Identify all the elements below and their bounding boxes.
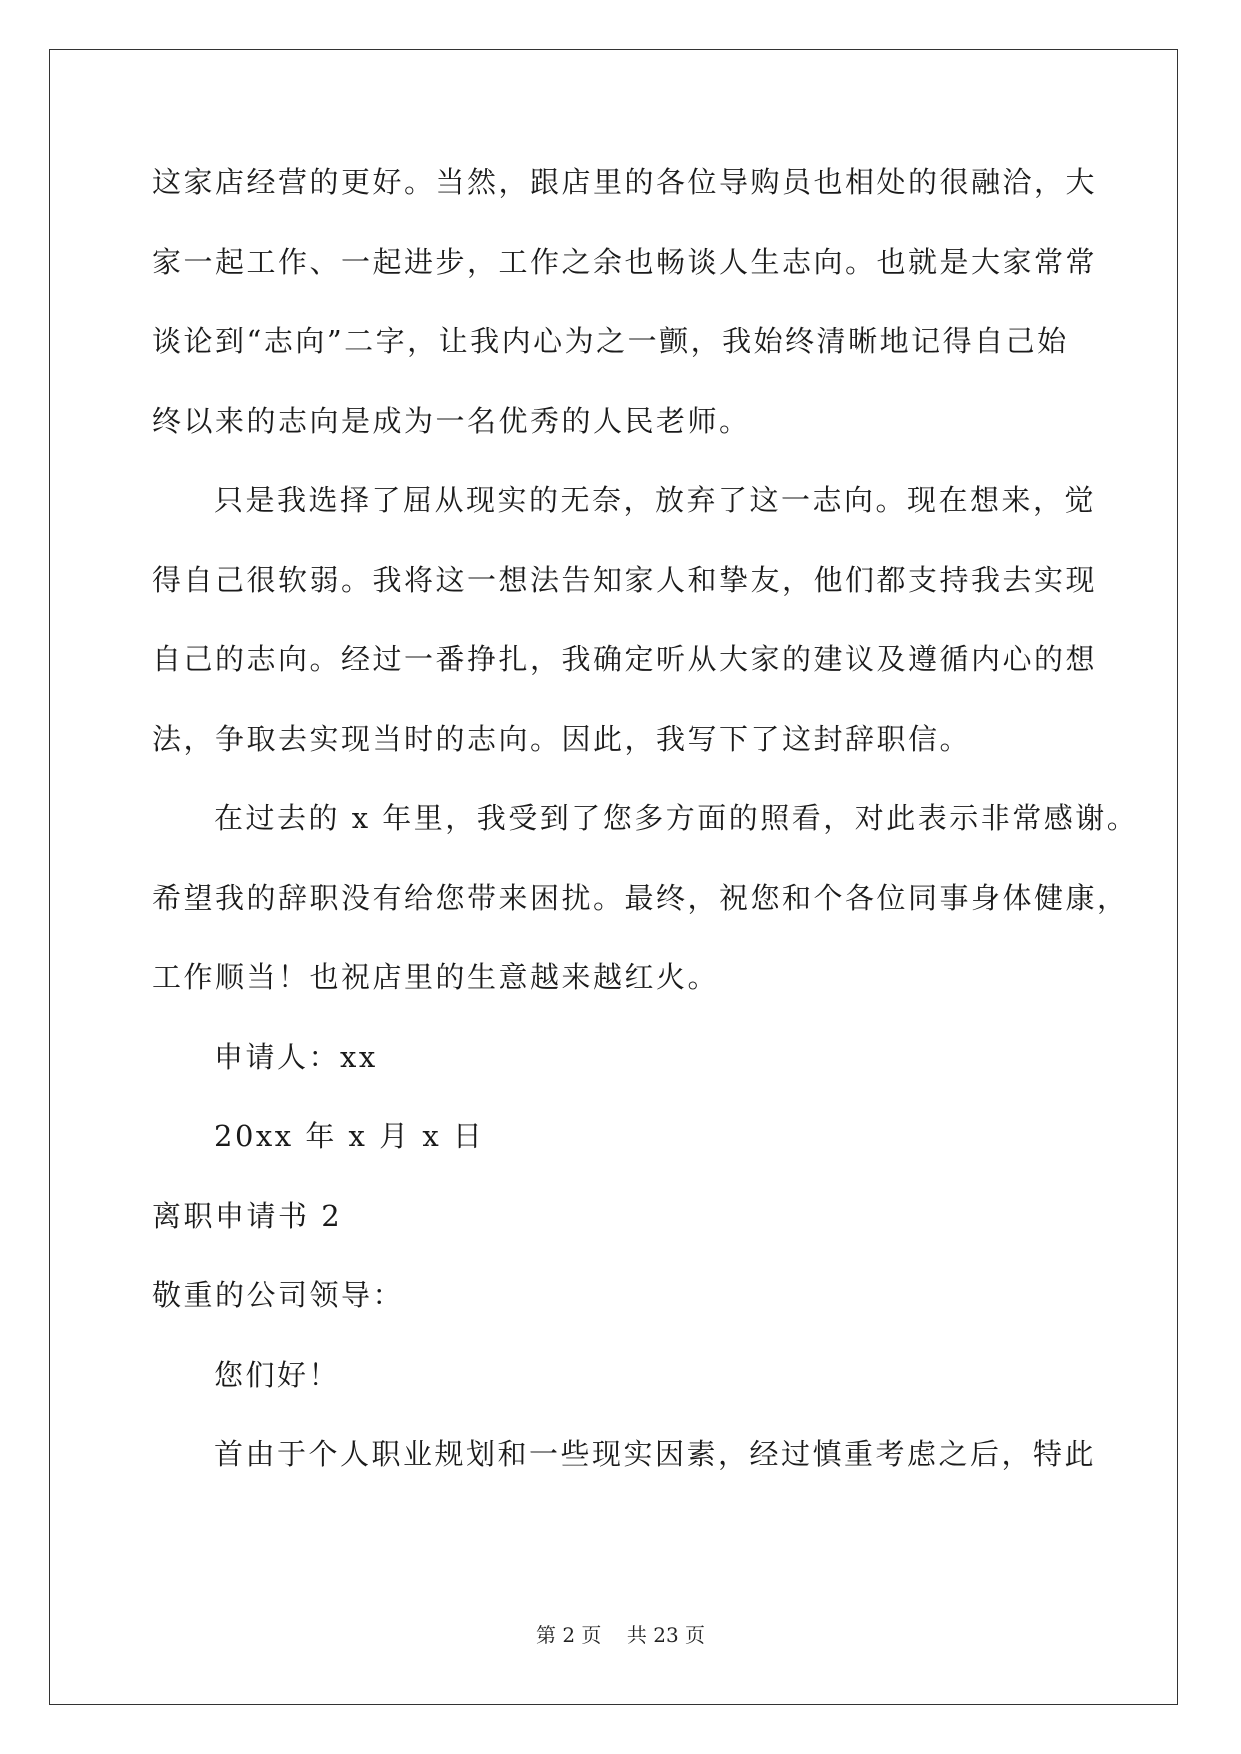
text-line: 自己的志向。经过一番挣扎，我确定听从大家的建议及遵循内心的想 <box>152 642 1098 676</box>
page-number: 第 2 页 <box>535 1623 602 1647</box>
text-line: 得自己很软弱。我将这一想法告知家人和挚友，他们都支持我去实现 <box>152 562 1098 597</box>
document-body <box>152 162 1139 1514</box>
text-line: 法，争取去实现当时的志向。因此，我写下了这封辞职信。 <box>152 721 972 756</box>
signature-applicant: 申请人：xx <box>214 1039 378 1074</box>
text-line: 只是我选择了屈从现实的无奈，放弃了这一志向。现在想来，觉 <box>214 483 1097 517</box>
text-line: 谈论到“志向”二字，让我内心为之一颤，我始终清晰地记得自己始 <box>152 324 1069 358</box>
text-line: 这家店经营的更好。当然，跟店里的各位导购员也相处的很融洽，大 <box>152 165 1098 199</box>
text-line: 工作顺当！也祝店里的生意越来越红火。 <box>152 960 720 994</box>
text-line: 首由于个人职业规划和一些现实因素，经过慎重考虑之后，特此 <box>214 1437 1097 1471</box>
page-footer <box>0 1623 1241 1647</box>
section-title: 离职申请书 2 <box>152 1198 343 1233</box>
greeting: 您们好！ <box>214 1357 341 1392</box>
text-line: 在过去的 x 年里，我受到了您多方面的照看，对此表示非常感谢。 <box>214 801 1139 835</box>
text-line: 家一起工作、一起进步，工作之余也畅谈人生志向。也就是大家常常 <box>152 244 1098 279</box>
text-line: 终以来的志向是成为一名优秀的人民老师。 <box>152 403 751 438</box>
text-line: 希望我的辞职没有给您带来困扰。最终，祝您和个各位同事身体健康， <box>152 880 1129 915</box>
signature-date: 20xx 年 x 月 x 日 <box>214 1119 485 1153</box>
page-total: 共 23 页 <box>626 1623 706 1647</box>
salutation: 敬重的公司领导： <box>152 1278 405 1312</box>
